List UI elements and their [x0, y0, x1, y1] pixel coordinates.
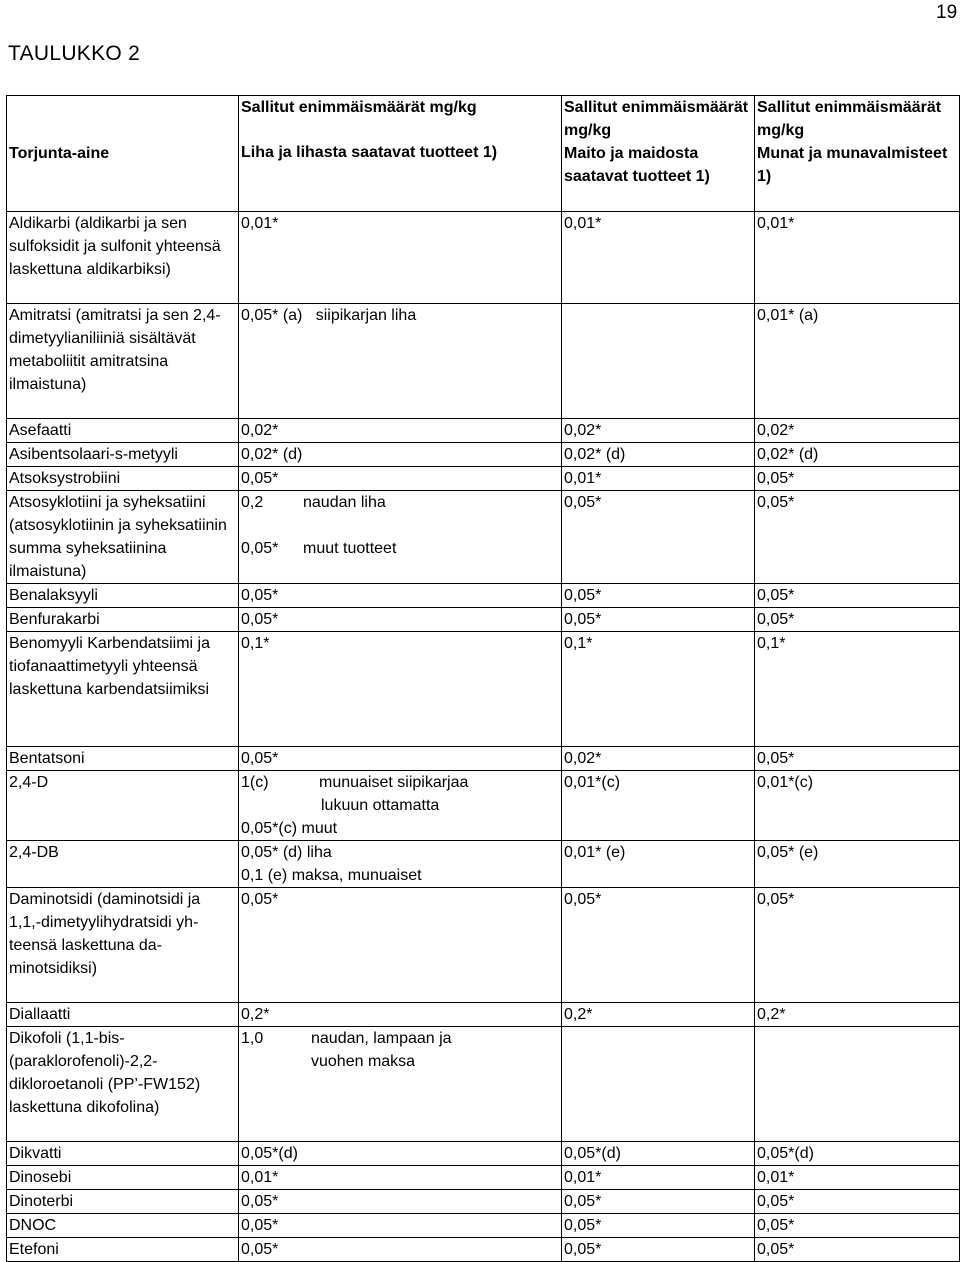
milk-cell	[562, 304, 755, 419]
agent-cell: Bentatsoni	[7, 747, 239, 771]
meat-value: 0,05*(c)	[241, 820, 298, 837]
table-row	[7, 419, 960, 443]
agent-cell: Asibentsolaari-s-metyyli	[7, 443, 239, 467]
milk-cell: 0,2*	[562, 1003, 755, 1027]
meat-value: 0,2	[241, 494, 264, 511]
header-meat-title: Sallitut enimmäismäärät mg/kg	[241, 99, 477, 116]
egg-cell: 0,1*	[755, 632, 960, 747]
meat-cell: 0,2*	[239, 1003, 562, 1027]
header-meat-sub: Liha ja lihasta saatavat tuotteet 1)	[241, 144, 498, 161]
egg-cell: 0,05*	[755, 1214, 960, 1238]
milk-cell: 0,05*	[562, 1190, 755, 1214]
meat-cell	[239, 771, 562, 841]
table-row	[7, 304, 960, 419]
agent-cell: Benfurakarbi	[7, 608, 239, 632]
header-milk-title: Sallitut enimmäismäärät mg/kg	[564, 99, 749, 139]
meat-entry	[241, 841, 559, 864]
meat-cell: 0,05*	[239, 467, 562, 491]
milk-cell: 0,01*	[562, 467, 755, 491]
agent-cell: Amitratsi (amitratsi ja sen 2,4-dimetyylianiliiniä sisältävät metaboliitit amitratsina ilmaistuna)	[7, 304, 239, 419]
agent-cell: Atsosyklotiini ja syheksatiini (atsosyklotiinin ja syheksatiinin summa syheksatiinina ilmaistuna)	[7, 491, 239, 584]
milk-cell: 0,05*	[562, 584, 755, 608]
meat-note: liha	[306, 844, 332, 861]
table-row	[7, 1214, 960, 1238]
milk-cell: 0,05*	[562, 888, 755, 1003]
meat-note-cont: lukuun ottamatta	[321, 797, 440, 814]
header-egg-title: Sallitut enimmäismäärät mg/kg	[757, 99, 942, 139]
meat-note: naudan liha	[303, 494, 386, 511]
milk-cell: 0,01*	[562, 212, 755, 304]
agent-cell: Benomyyli Karbendatsiimi ja tiofanaattimetyyli yhteensä laskettuna karbendatsiimiksi	[7, 632, 239, 747]
meat-entry	[241, 817, 559, 840]
meat-cell: 0,05*	[239, 1214, 562, 1238]
meat-cell: 0,01*	[239, 212, 562, 304]
egg-cell: 0,05*	[755, 1238, 960, 1262]
meat-cell: 0,05*	[239, 1190, 562, 1214]
header-meat	[239, 96, 562, 212]
table-row	[7, 491, 960, 584]
egg-cell: 0,05*	[755, 608, 960, 632]
table-row	[7, 1142, 960, 1166]
meat-cell: 0,05*	[239, 747, 562, 771]
meat-value: 0,05* (a)	[241, 307, 303, 324]
agent-cell: Etefoni	[7, 1238, 239, 1262]
egg-cell: 0,2*	[755, 1003, 960, 1027]
milk-cell: 0,02*	[562, 419, 755, 443]
egg-cell: 0,02*	[755, 419, 960, 443]
milk-cell: 0,05*	[562, 491, 755, 584]
meat-note-cont: vuohen maksa	[311, 1053, 416, 1070]
meat-entry	[241, 537, 559, 560]
meat-cell	[239, 304, 562, 419]
milk-cell: 0,1*	[562, 632, 755, 747]
meat-note: maksa, munuaiset	[291, 867, 422, 884]
meat-cell: 0,01*	[239, 1166, 562, 1190]
page-number: 19	[936, 2, 958, 23]
milk-cell: 0,02* (d)	[562, 443, 755, 467]
meat-value: 1(c)	[241, 774, 269, 791]
table-row	[7, 584, 960, 608]
meat-entry	[241, 491, 559, 514]
milk-cell: 0,05*	[562, 608, 755, 632]
milk-cell: 0,01*(c)	[562, 771, 755, 841]
agent-cell: Atsoksystrobiini	[7, 467, 239, 491]
agent-cell: Asefaatti	[7, 419, 239, 443]
meat-cell: 0,02* (d)	[239, 443, 562, 467]
header-agent: Torjunta-aine	[7, 96, 239, 212]
agent-cell: Aldikarbi (aldikarbi ja sen sulfoksidit ja sulfonit yhteensä laskettuna aldikarbiksi)	[7, 212, 239, 304]
table-row	[7, 1190, 960, 1214]
table-row	[7, 747, 960, 771]
egg-cell: 0,05*	[755, 888, 960, 1003]
egg-cell: 0,05*(d)	[755, 1142, 960, 1166]
agent-cell: 2,4-DB	[7, 841, 239, 888]
meat-entry	[241, 1027, 559, 1050]
meat-entry	[241, 771, 559, 794]
meat-value: 0,05*	[241, 540, 279, 557]
milk-cell: 0,05*	[562, 1214, 755, 1238]
agent-cell: Daminotsidi (daminotsidi ja 1,1,-dimetyylihydratsidi yhteensä laskettuna daminotsidiksi)	[7, 888, 239, 1003]
header-milk-sub: Maito ja maidosta saatavat tuotteet 1)	[564, 145, 710, 185]
milk-cell: 0,01*	[562, 1166, 755, 1190]
table-header-row	[7, 96, 960, 212]
meat-cell	[239, 841, 562, 888]
table-row	[7, 1238, 960, 1262]
table-row	[7, 1027, 960, 1142]
table-row	[7, 632, 960, 747]
table-row	[7, 443, 960, 467]
table-row	[7, 888, 960, 1003]
table-row	[7, 771, 960, 841]
milk-cell: 0,05*(d)	[562, 1142, 755, 1166]
egg-cell: 0,05* (e)	[755, 841, 960, 888]
agent-cell: Dikvatti	[7, 1142, 239, 1166]
agent-cell: Dinosebi	[7, 1166, 239, 1190]
header-egg-sub: Munat ja munavalmisteet 1)	[757, 145, 948, 185]
meat-entry	[241, 864, 559, 887]
header-egg	[755, 96, 960, 212]
agent-cell: Dikofoli (1,1-bis-(paraklorofenoli)-2,2-dikloroetanoli (PP’-FW152) laskettuna dikofolina)	[7, 1027, 239, 1142]
table-row	[7, 212, 960, 304]
meat-cell: 0,05*	[239, 888, 562, 1003]
meat-entry	[241, 304, 559, 327]
meat-cell	[239, 491, 562, 584]
table-row	[7, 841, 960, 888]
meat-cell: 0,05*	[239, 1238, 562, 1262]
egg-cell: 0,05*	[755, 491, 960, 584]
milk-cell: 0,02*	[562, 747, 755, 771]
meat-value: 1,0	[241, 1030, 264, 1047]
meat-cell	[239, 1027, 562, 1142]
table-row	[7, 467, 960, 491]
meat-cell: 0,02*	[239, 419, 562, 443]
egg-cell: 0,05*	[755, 467, 960, 491]
residue-limits-table	[6, 95, 960, 1262]
meat-note: muut	[301, 820, 338, 837]
milk-cell	[562, 1027, 755, 1142]
table-row	[7, 608, 960, 632]
meat-note: siipikarjan liha	[315, 307, 417, 324]
meat-note: naudan, lampaan ja	[311, 1030, 452, 1047]
meat-note: muut tuotteet	[303, 540, 397, 557]
egg-cell	[755, 1027, 960, 1142]
agent-cell: Benalaksyyli	[7, 584, 239, 608]
egg-cell: 0,01*(c)	[755, 771, 960, 841]
meat-value: 0,05* (d)	[241, 844, 303, 861]
meat-cell: 0,05*	[239, 608, 562, 632]
meat-note: munuaiset siipikarjaa	[319, 774, 469, 791]
meat-value: 0,1 (e)	[241, 867, 288, 884]
agent-cell: 2,4-D	[7, 771, 239, 841]
table-row	[7, 1003, 960, 1027]
meat-cell: 0,1*	[239, 632, 562, 747]
egg-cell: 0,05*	[755, 747, 960, 771]
agent-cell: Diallaatti	[7, 1003, 239, 1027]
egg-cell: 0,02* (d)	[755, 443, 960, 467]
meat-cell: 0,05*	[239, 584, 562, 608]
milk-cell: 0,05*	[562, 1238, 755, 1262]
egg-cell: 0,05*	[755, 1190, 960, 1214]
page-title: TAULUKKO 2	[8, 42, 141, 65]
egg-cell: 0,01*	[755, 212, 960, 304]
meat-cell: 0,05*(d)	[239, 1142, 562, 1166]
table-row	[7, 1166, 960, 1190]
agent-cell: DNOC	[7, 1214, 239, 1238]
header-milk	[562, 96, 755, 212]
milk-cell: 0,01* (e)	[562, 841, 755, 888]
egg-cell: 0,05*	[755, 584, 960, 608]
agent-cell: Dinoterbi	[7, 1190, 239, 1214]
egg-cell: 0,01*	[755, 1166, 960, 1190]
egg-cell: 0,01* (a)	[755, 304, 960, 419]
